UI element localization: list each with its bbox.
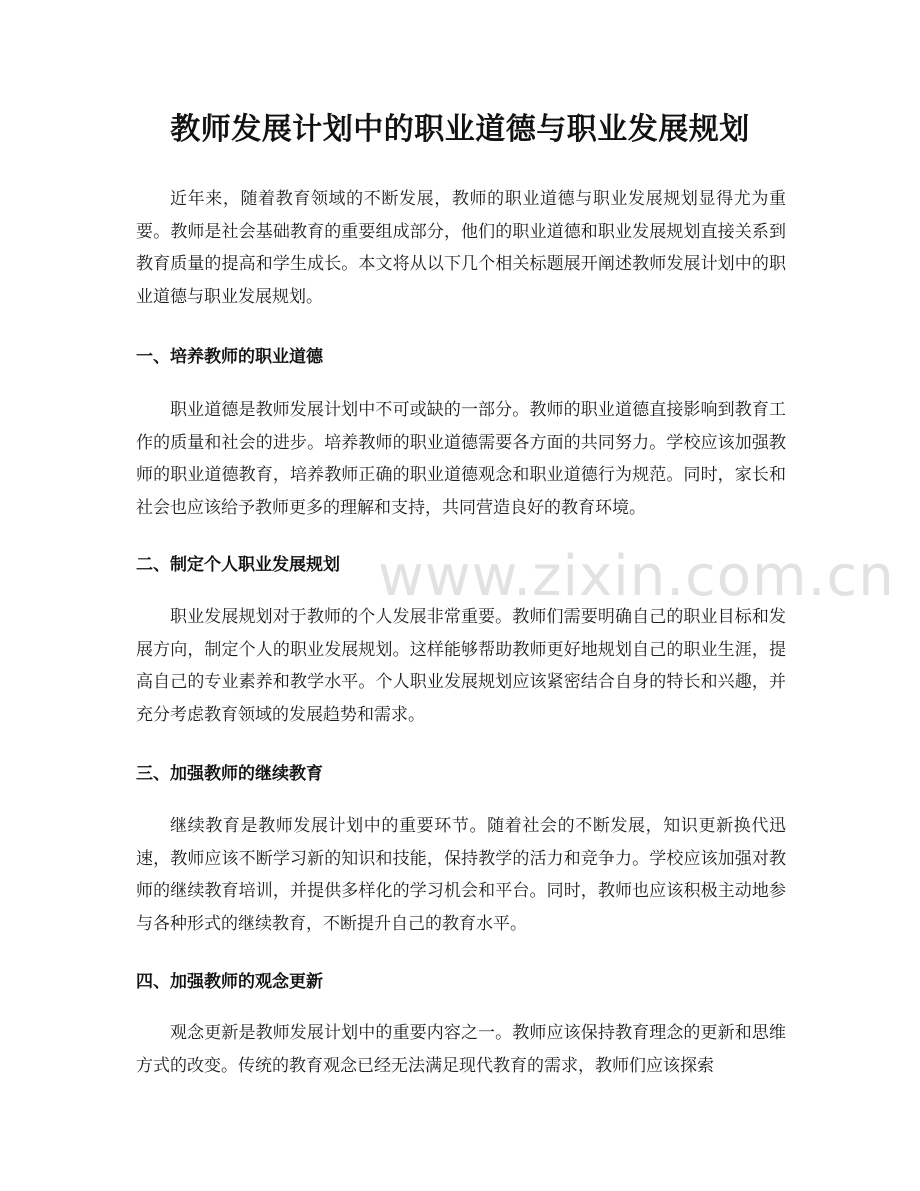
section-body-4: 观念更新是教师发展计划中的重要内容之一。教师应该保持教育理念的更新和思维方式的改变。传统的教育观念已经无法满足现代教育的需求，教师们应该探索: [136, 1023, 786, 1076]
section-body-3: 继续教育是教师发展计划中的重要环节。随着社会的不断发展，知识更新换代迅速，教师应该不断学习新的知识和技能，保持教学的活力和竞争力。学校应该加强对教师的继续教育培训，并提供多样化的学习机会和平台。同时，教师也应该积极主动地参与各种形式的继续教育，不断提升自己的教育水平。: [136, 816, 786, 934]
section-heading-4: 四、加强教师的观念更新: [136, 972, 323, 992]
section-heading-3: 三、加强教师的继续教育: [136, 764, 323, 784]
section-body-1: 职业道德是教师发展计划中不可或缺的一部分。教师的职业道德直接影响到教育工作的质量和社会的进步。培养教师的职业道德需要各方面的共同努力。学校应该加强教师的职业道德教育，培养教师正确的职业道德观念和职业道德行为规范。同时，家长和社会也应该给予教师更多的理解和支持，共同营造良好的教育环境。: [136, 400, 786, 518]
document-title: 教师发展计划中的职业道德与职业发展规划: [170, 112, 750, 147]
intro-paragraph: 近年来，随着教育领域的不断发展，教师的职业道德与职业发展规划显得尤为重要。教师是社会基础教育的重要组成部分，他们的职业道德和职业发展规划直接关系到教育质量的提高和学生成长。本文将从以下几个相关标题展开阐述教师发展计划中的职业道德与职业发展规划。: [136, 189, 786, 307]
section-body-2: 职业发展规划对于教师的个人发展非常重要。教师们需要明确自己的职业目标和发展方向，制定个人的职业发展规划。这样能够帮助教师更好地规划自己的职业生涯，提高自己的专业素养和教学水平。个人职业发展规划应该紧密结合自身的特长和兴趣，并充分考虑教育领域的发展趋势和需求。: [136, 607, 786, 725]
watermark: www.zixin.com.cn: [378, 544, 895, 609]
section-heading-1: 一、培养教师的职业道德: [136, 347, 323, 367]
section-heading-2: 二、制定个人职业发展规划: [136, 555, 340, 575]
